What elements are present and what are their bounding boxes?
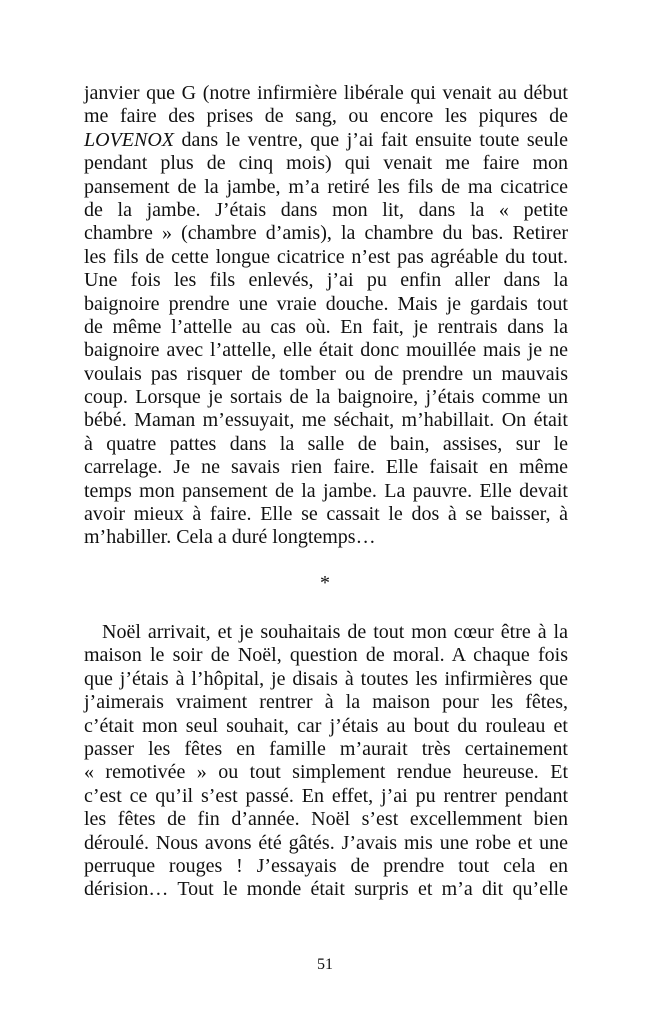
text-line: baignoire prendre une vraie douche. Mais je gardais tout bbox=[84, 292, 568, 315]
text-line: maison le soir de Noël, question de moral. A chaque fois bbox=[84, 644, 568, 667]
text-line: me faire des prises de sang, ou encore les piqures de bbox=[84, 105, 568, 128]
text-line-rest: dans le ventre, que j’ai fait ensuite toute seule bbox=[174, 128, 568, 151]
text-line: m’habiller. Cela a duré longtemps… bbox=[84, 526, 376, 549]
text-line: chambre » (chambre d’amis), la chambre du bas. Retirer bbox=[84, 222, 568, 245]
text-line: carrelage. Je ne savais rien faire. Elle faisait en même bbox=[84, 456, 568, 479]
text-line: bébé. Maman m’essuyait, me séchait, m’habillait. On était bbox=[84, 409, 568, 432]
italic-drug-name: LOVENOX bbox=[84, 128, 174, 151]
text-line: dérision… Tout le monde était surpris et m’a dit qu’elle bbox=[84, 878, 568, 901]
paragraph-1 bbox=[84, 82, 568, 550]
text-line: de même l’attelle au cas où. En fait, je rentrais dans la bbox=[84, 315, 568, 338]
page-number: 51 bbox=[317, 956, 333, 973]
text-line: « remotivée » ou tout simplement rendue heureuse. Et bbox=[84, 761, 568, 784]
text-line-with-italic bbox=[84, 129, 568, 152]
text-line: Noël arrivait, et je souhaitais de tout mon cœur être à la bbox=[102, 621, 568, 643]
text-line: pansement de la jambe, m’a retiré les fils de ma cicatrice bbox=[84, 175, 568, 198]
paragraph-2 bbox=[84, 621, 568, 902]
text-line: c’était mon seul souhait, car j’étais au bout du rouleau et bbox=[84, 714, 568, 737]
text-line: pendant plus de cinq mois) qui venait me faire mon bbox=[84, 152, 568, 175]
text-line: les fils de cette longue cicatrice n’est pas agréable du tout. bbox=[84, 245, 568, 268]
text-line: janvier que G (notre infirmière libérale qui venait au début bbox=[84, 82, 568, 104]
text-line: déroulé. Nous avons été gâtés. J’avais mis une robe et une bbox=[84, 831, 568, 854]
text-line: que j’étais à l’hôpital, je disais à toutes les infirmières que bbox=[84, 667, 568, 690]
text-line: Une fois les fils enlevés, j’ai pu enfin aller dans la bbox=[84, 269, 568, 292]
text-line: de la jambe. J’étais dans mon lit, dans la « petite bbox=[84, 198, 568, 221]
text-line: à quatre pattes dans la salle de bain, assises, sur le bbox=[84, 432, 568, 455]
text-line: c’est ce qu’il s’est passé. En effet, j’ai pu rentrer pendant bbox=[84, 784, 568, 807]
text-line: perruque rouges ! J’essayais de prendre tout cela en bbox=[84, 854, 568, 877]
text-line: les fêtes de fin d’année. Noël s’est excellemment bien bbox=[84, 808, 568, 831]
text-line: baignoire avec l’attelle, elle était donc mouillée mais je ne bbox=[84, 339, 568, 362]
text-line: temps mon pansement de la jambe. La pauvre. Elle devait bbox=[84, 479, 568, 502]
text-line: avoir mieux à faire. Elle se cassait le dos à se baisser, à bbox=[84, 503, 568, 526]
text-line: j’aimerais vraiment rentrer à la maison pour les fêtes, bbox=[84, 691, 568, 714]
text-line: passer les fêtes en famille m’aurait très certainement bbox=[84, 737, 568, 760]
text-line: voulais pas risquer de tomber ou de prendre un mauvais bbox=[84, 362, 568, 385]
text-line: coup. Lorsque je sortais de la baignoire, j’étais comme un bbox=[84, 386, 568, 409]
section-separator: * bbox=[320, 572, 330, 594]
